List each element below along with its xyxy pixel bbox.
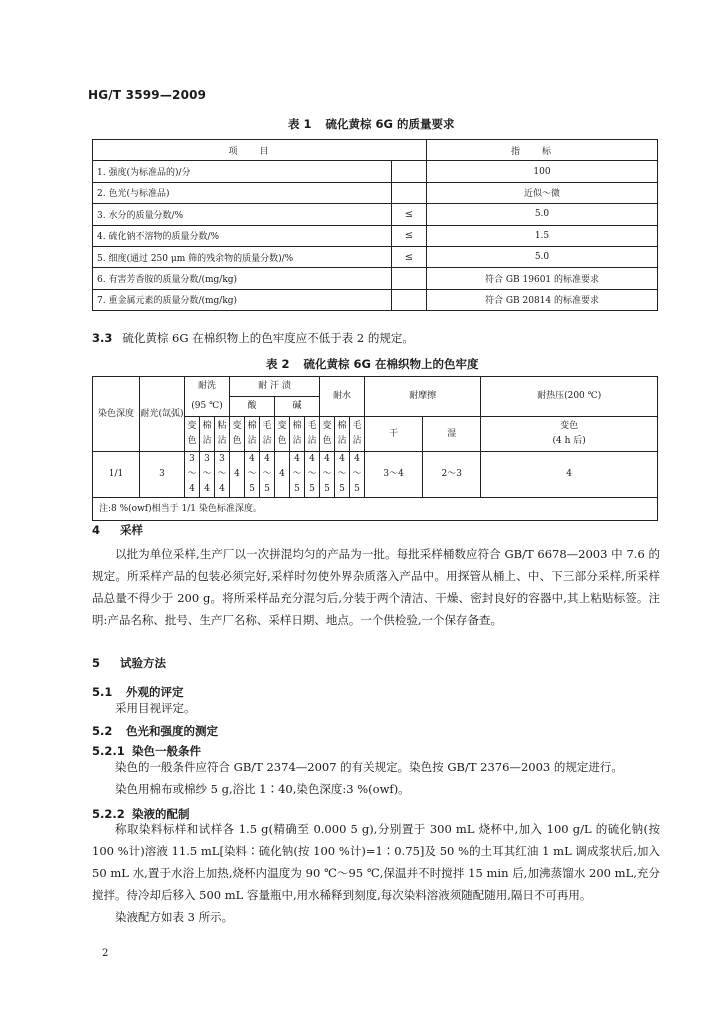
dyeing-conditions-line-1: 染色的一般条件应符合 GB/T 2374—2007 的有关规定。染色按 GB/T 2376—2003 的规定进行。 [115,760,623,774]
sub-dry: 干 [365,417,423,452]
section-number: 5.2.2 [92,807,125,821]
header-alkali: 碱 [275,397,320,417]
row-value: 5.0 [427,204,658,225]
row-value: 5.0 [427,246,658,267]
section-number: 4 [92,523,101,537]
row-operator [392,161,427,182]
sub-wool: 毛沾 [305,417,320,452]
table-note-row [93,498,658,521]
header-heat-press: 耐热压(200 ℃) [481,377,658,417]
row-item: 1. 强度(为标准品的)/分 [93,161,392,182]
value-depth: 1/1 [93,452,140,498]
clause-3-3 [92,330,414,346]
table-header-row [93,140,658,161]
sub-wool: 毛沾 [260,417,275,452]
value-cell: 2～3 [423,452,481,498]
table-row [93,204,658,225]
header-acid: 酸 [230,397,275,417]
value-cell: 4～5 [305,452,320,498]
value-cell: 4～5 [350,452,365,498]
sub-cotton: 棉沾 [200,417,215,452]
quality-requirements-table [92,139,658,311]
section-number: 5.2.1 [92,744,125,758]
row-item: 7. 重金属元素的质量分数/(mg/kg) [93,289,392,310]
row-value: 近似～微 [427,182,658,203]
value-cell: 3～4 [365,452,423,498]
header-index: 指标 [427,140,658,161]
header-depth: 染色深度 [93,377,140,452]
sub-cotton: 棉沾 [245,417,260,452]
table1-title: 硫化黄棕 6G 的质量要求 [325,117,455,131]
table-row [93,452,658,498]
section-title: 色光和强度的测定 [126,724,218,738]
header-water: 耐水 [320,377,365,417]
section-4-heading [92,522,143,538]
sub-heat-time: (4 h 后) [552,436,586,446]
row-value: 1.5 [427,225,658,246]
sub-change: 变色 [230,417,245,452]
row-operator [392,289,427,310]
section-number: 5.1 [92,685,113,699]
sub-change: 变色 [275,417,290,452]
header-light: 耐光(氙弧) [140,377,185,452]
sub-change: 变色 [185,417,200,452]
section-5-2-heading [92,723,218,739]
table-row [93,289,658,310]
header-wash-temp: (95 ℃) [185,397,230,417]
sub-change: 变色 [320,417,335,452]
table-row [93,182,658,203]
value-cell: 4～5 [335,452,350,498]
row-item: 3. 水分的质量分数/% [93,204,392,225]
sub-heat [481,417,658,452]
table-row [93,225,658,246]
row-value: 符合 GB 19601 的标准要求 [427,268,658,289]
page-number: 2 [102,948,109,959]
header-wash: 耐洗 [185,377,230,397]
value-cell: 4～5 [320,452,335,498]
row-operator: ≤ [392,246,427,267]
value-cell: 4～5 [245,452,260,498]
table-note: 注:8 %(owf)相当于 1/1 染色标准深度。 [93,498,658,521]
dye-recipe-line: 染液配方如表 3 所示。 [115,910,234,924]
value-cell: 4 [230,452,245,498]
row-operator [392,182,427,203]
value-cell: 4 [275,452,290,498]
sub-wool: 毛沾 [350,417,365,452]
row-item: 2. 色光(与标准品) [93,182,392,203]
table1-caption [288,116,454,132]
sub-cotton: 棉沾 [290,417,305,452]
row-operator: ≤ [392,204,427,225]
section-title: 外观的评定 [126,685,184,699]
table-row [93,246,658,267]
row-operator [392,268,427,289]
clause-text: 硫化黄棕 6G 在棉织物上的色牢度应不低于表 2 的规定。 [122,331,414,345]
sub-wet: 湿 [423,417,481,452]
value-cell: 4～5 [260,452,275,498]
section-title: 染色一般条件 [132,744,201,758]
table-row [93,268,658,289]
value-cell: 3～4 [215,452,230,498]
header-item: 项目 [93,140,427,161]
table2-number: 表 2 [266,357,290,371]
sub-viscose: 粘沾 [215,417,230,452]
value-cell: 3～4 [185,452,200,498]
dye-solution-paragraph: 称取染料标样和试样各 1.5 g(精确至 0.000 5 g),分别置于 300 mL 烧杯中,加入 100 g/L 的硫化钠(按 100 %计)溶液 11.5 mL[染料∶硫化钠(按 100 %计)=1∶0.75]及 50 %的土耳其红油 1 mL 调成浆状后,加入 50 mL 水,置于水浴上加热,烧杯内温度为 90 ℃～95 ℃,保温并不时搅拌 15 min 后,加沸蒸馏水 200 mL,充分搅拌。待冷却后移入 500 mL 容量瓶中,用水稀释到刻度,每次染料溶液须随配随用,隔日不可再用。 [92,822,660,902]
table2-caption [266,356,478,372]
table-row [93,161,658,182]
value-heat: 4 [481,452,658,498]
section-number: 5 [92,656,101,670]
clause-number: 3.3 [92,331,113,345]
row-item: 5. 细度(通过 250 μm 筛的残余物的质量分数)/% [93,246,392,267]
row-value: 符合 GB 20814 的标准要求 [427,289,658,310]
sampling-paragraph: 以批为单位采样,生产厂以一次拼混均匀的产品为一批。每批采样桶数应符合 GB/T 6678—2003 中 7.6 的规定。所采样产品的包装必须完好,采样时勿使外界杂质落入产品中。用探管从桶上、中、下三部分采样,所采样品总量不得少于 200 g。将所采样品充分混匀后,分装于两个清洁、干燥、密封良好的容器中,其上粘贴标签。注明:产品名称、批号、生产厂名称、采样日期、地点。一个供检验,一个保存备查。 [92,547,660,627]
table-header-row [93,377,658,397]
section-5-heading [92,655,166,671]
row-operator: ≤ [392,225,427,246]
color-fastness-table [92,376,658,521]
sub-cotton: 棉沾 [335,417,350,452]
header-rub: 耐摩擦 [365,377,481,417]
row-item: 4. 硫化钠不溶物的质量分数/% [93,225,392,246]
standard-code: HG/T 3599—2009 [88,88,207,102]
table2-title: 硫化黄棕 6G 在棉织物上的色牢度 [303,357,479,371]
section-title: 试验方法 [120,656,166,670]
row-value: 100 [427,161,658,182]
value-cell: 3～4 [200,452,215,498]
row-item: 6. 有害芳香胺的质量分数/(mg/kg) [93,268,392,289]
value-light: 3 [140,452,185,498]
dyeing-conditions-line-2: 染色用棉布或棉纱 5 g,浴比 1∶40,染色深度:3 %(owf)。 [115,782,410,796]
section-number: 5.2 [92,724,113,738]
value-cell: 4～5 [290,452,305,498]
section-title: 采样 [120,523,143,537]
table1-number: 表 1 [288,117,312,131]
header-sweat: 耐 汗 渍 [230,377,320,397]
appearance-text: 采用目视评定。 [115,701,196,715]
section-title: 染液的配制 [132,807,190,821]
sub-heat-change: 变色 [560,421,579,431]
